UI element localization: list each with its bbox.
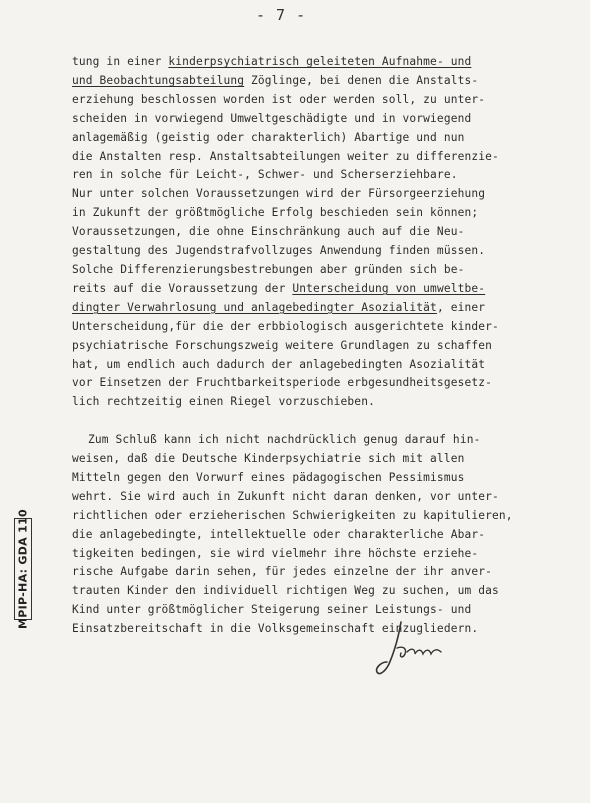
text-segment: anlagemäßig (geistig oder charakterlich) Abartige und nun — [72, 130, 465, 144]
text-segment: scheiden in vorwiegend Umweltgeschädigte und in vorwiegend — [72, 111, 472, 125]
text-segment: in Zukunft der größtmögliche Erfolg beschieden sein können; — [72, 206, 479, 220]
text-segment: psychiatrische Forschungszweig weitere Grundlagen zu schaffen — [72, 338, 493, 352]
text-segment: tung in einer — [72, 55, 169, 68]
text-segment: lich rechtzeitig einen Riegel vorzuschieben. — [72, 395, 375, 409]
handwritten-signature — [375, 618, 445, 680]
text-segment: Einsatzbereitschaft in die Volksgemeinschaft einzugliedern. — [72, 622, 479, 636]
text-segment: reits auf die Voraussetzung der — [72, 281, 293, 295]
archive-stamp — [14, 509, 32, 629]
paragraph-1 — [72, 53, 572, 412]
text-line — [72, 185, 572, 204]
text-line — [72, 148, 572, 167]
text-line — [72, 356, 572, 375]
underlined-phrase: und Beobachtungsabteilung — [72, 73, 245, 87]
text-line — [72, 488, 572, 507]
text-segment: Voraussetzungen, die ohne Einschränkung auch auf die Neu- — [72, 225, 465, 239]
text-segment: hat, um endlich auch dadurch der anlagebedingten Asozialität — [72, 357, 486, 371]
text-line — [72, 450, 572, 469]
text-line — [72, 620, 572, 639]
text-line — [72, 110, 572, 129]
text-line — [72, 374, 572, 393]
paragraph-gap — [72, 412, 572, 431]
text-line — [72, 204, 572, 223]
letter-body — [72, 53, 572, 639]
text-line — [72, 280, 572, 299]
text-segment: rische Aufgabe darin sehen, für jedes einzelne der ihr anver- — [72, 565, 493, 579]
underlined-phrase: kinderpsychiatrisch geleiteten Aufnahme- und — [168, 55, 472, 68]
text-segment: Unterscheidung,für die der erbbiologisch ausgerichtete kinder- — [72, 319, 499, 333]
underlined-phrase: Unterscheidung von umweltbe- — [292, 281, 486, 295]
text-line — [72, 563, 572, 582]
text-line — [72, 318, 572, 337]
text-segment: wehrt. Sie wird auch in Zukunft nicht daran denken, vor unter- — [72, 489, 499, 503]
text-segment: Kind unter größtmöglicher Steigerung seiner Leistungs- und — [72, 603, 472, 617]
text-line — [72, 526, 572, 545]
underlined-phrase: dingter Verwahrlosung und anlagebedingter Asozialität — [72, 300, 437, 314]
text-segment: Zum Schluß kann ich nicht nachdrücklich genug darauf hin- — [88, 433, 481, 447]
text-line — [72, 337, 572, 356]
archive-stamp-label: MPIP-HA: GDA 110 — [16, 509, 30, 629]
text-line — [72, 166, 572, 185]
text-line — [72, 129, 572, 148]
text-line — [72, 223, 572, 242]
text-segment: weisen, daß die Deutsche Kinderpsychiatrie sich mit allen — [72, 452, 465, 466]
text-line — [72, 72, 572, 91]
text-segment: gestaltung des Jugendstrafvollzuges Anwendung finden müssen. — [72, 244, 486, 258]
text-segment: tigkeiten bedingen, sie wird vielmehr ihre höchste erziehe- — [72, 546, 479, 560]
paragraph-2 — [72, 412, 572, 639]
text-segment: erziehung beschlossen worden ist oder werden soll, zu unter- — [72, 92, 486, 106]
text-segment: , einer — [436, 300, 486, 314]
text-line — [72, 242, 572, 261]
text-line — [72, 299, 572, 318]
text-line — [72, 582, 572, 601]
text-segment: trauten Kinder den individuell richtigen Weg zu suchen, um das — [72, 584, 499, 598]
text-segment: Zöglinge, bei denen die Anstalts- — [244, 73, 479, 87]
text-line — [72, 469, 572, 488]
text-line — [72, 431, 572, 450]
text-line — [72, 393, 572, 412]
text-line — [72, 53, 572, 72]
text-segment: richtlichen oder erzieherischen Schwierigkeiten zu kapitulieren, — [72, 508, 513, 522]
page-number: - 7 - — [256, 6, 307, 24]
text-segment: ren in solche für Leicht-, Schwer- und Scherserziehbare. — [72, 168, 458, 182]
text-segment: Mitteln gegen den Vorwurf eines pädagogischen Pessimismus — [72, 470, 465, 484]
text-segment: Nur unter solchen Voraussetzungen wird der Fürsorgeerziehung — [72, 187, 486, 201]
text-line — [72, 261, 572, 280]
text-segment: die anlagebedingte, intellektuelle oder charakterliche Abar- — [72, 527, 486, 541]
text-line — [72, 601, 572, 620]
text-segment: Solche Differenzierungsbestrebungen aber gründen sich be- — [72, 262, 465, 276]
text-line — [72, 507, 572, 526]
text-segment: vor Einsetzen der Fruchtbarkeitsperiode erbgesundheitsgesetz- — [72, 376, 493, 390]
text-line — [72, 91, 572, 110]
text-line — [72, 545, 572, 564]
text-segment: die Anstalten resp. Anstaltsabteilungen weiter zu differenzie- — [72, 149, 499, 163]
